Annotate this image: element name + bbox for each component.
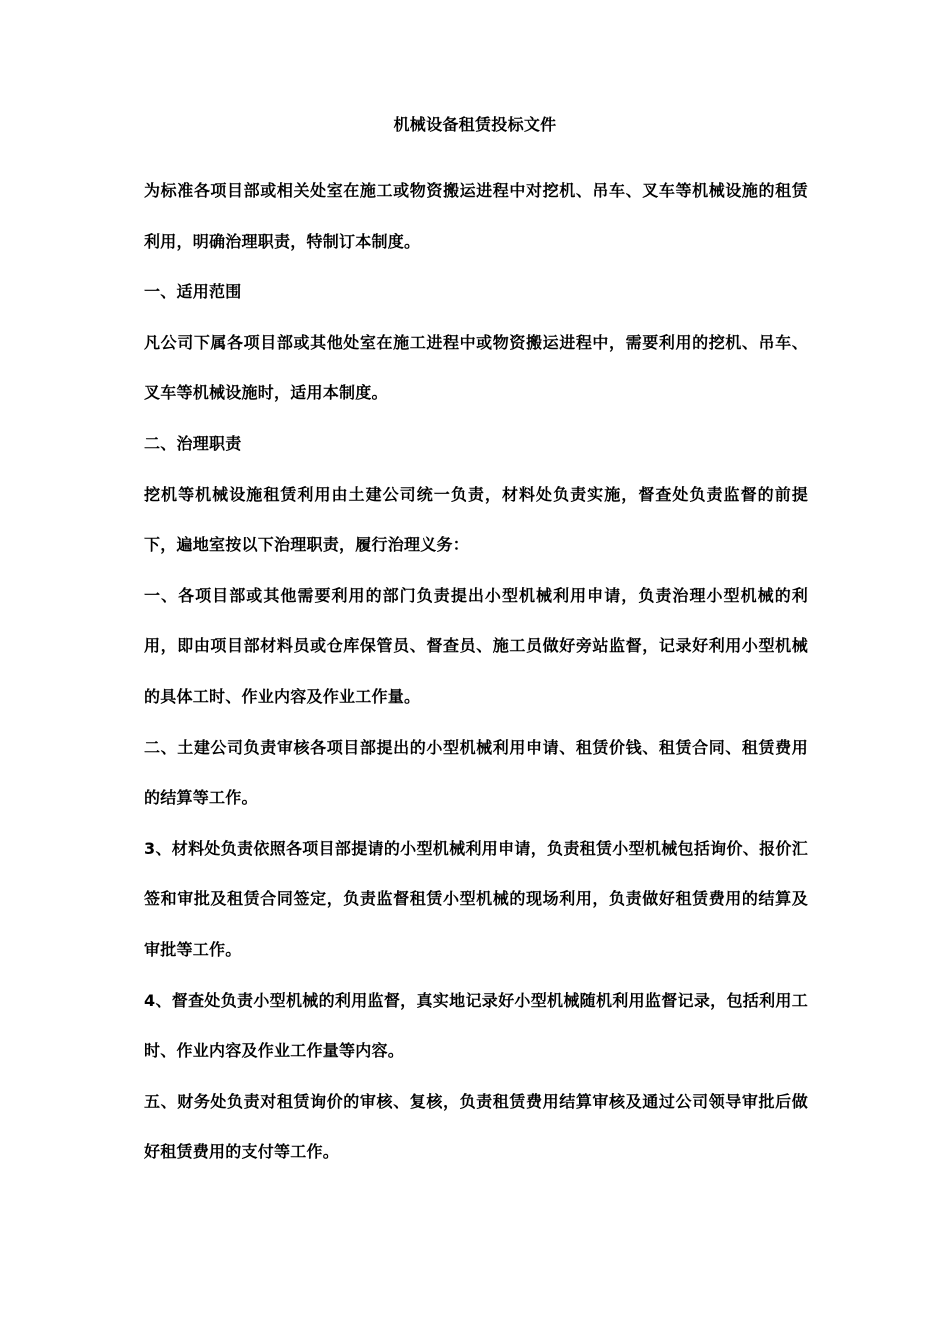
section-heading-scope: 一、适用范围	[144, 282, 242, 302]
responsibilities-intro-paragraph: 挖机等机械设施租赁利用由土建公司统一负责，材料处负责实施，督查处负责监督的前提下，遍地室按以下治理职责，履行治理义务：	[144, 484, 808, 555]
responsibility-item-1: 一、各项目部或其他需要利用的部门负责提出小型机械利用申请，负责治理小型机械的利用，即由项目部材料员或仓库保管员、督查员、施工员做好旁站监督，记录好利用小型机械的具体工时、作业内容及作业工作量。	[144, 585, 808, 706]
document-title: 机械设备租赁投标文件	[393, 115, 557, 134]
responsibility-item-4: 4、督查处负责小型机械的利用监督，真实地记录好小型机械随机利用监督记录，包括利用工时、作业内容及作业工作量等内容。	[144, 990, 808, 1061]
document-body	[144, 166, 808, 1178]
section-heading-responsibilities: 二、治理职责	[144, 433, 242, 453]
scope-paragraph: 凡公司下属各项目部或其他处室在施工进程中或物资搬运进程中，需要利用的挖机、吊车、叉车等机械设施时，适用本制度。	[144, 332, 808, 403]
intro-paragraph: 为标准各项目部或相关处室在施工或物资搬运进程中对挖机、吊车、叉车等机械设施的租赁利用，明确治理职责，特制订本制度。	[144, 181, 808, 251]
responsibility-item-5: 五、财务处负责对租赁询价的审核、复核，负责租赁费用结算审核及通过公司领导审批后做好租赁费用的支付等工作。	[144, 1091, 808, 1162]
responsibility-item-2: 二、土建公司负责审核各项目部提出的小型机械利用申请、租赁价钱、租赁合同、租赁费用的结算等工作。	[144, 737, 808, 808]
responsibility-item-3: 3、材料处负责依照各项目部提请的小型机械利用申请，负责租赁小型机械包括询价、报价汇签和审批及租赁合同签定，负责监督租赁小型机械的现场利用，负责做好租赁费用的结算及审批等工作。	[144, 838, 808, 959]
